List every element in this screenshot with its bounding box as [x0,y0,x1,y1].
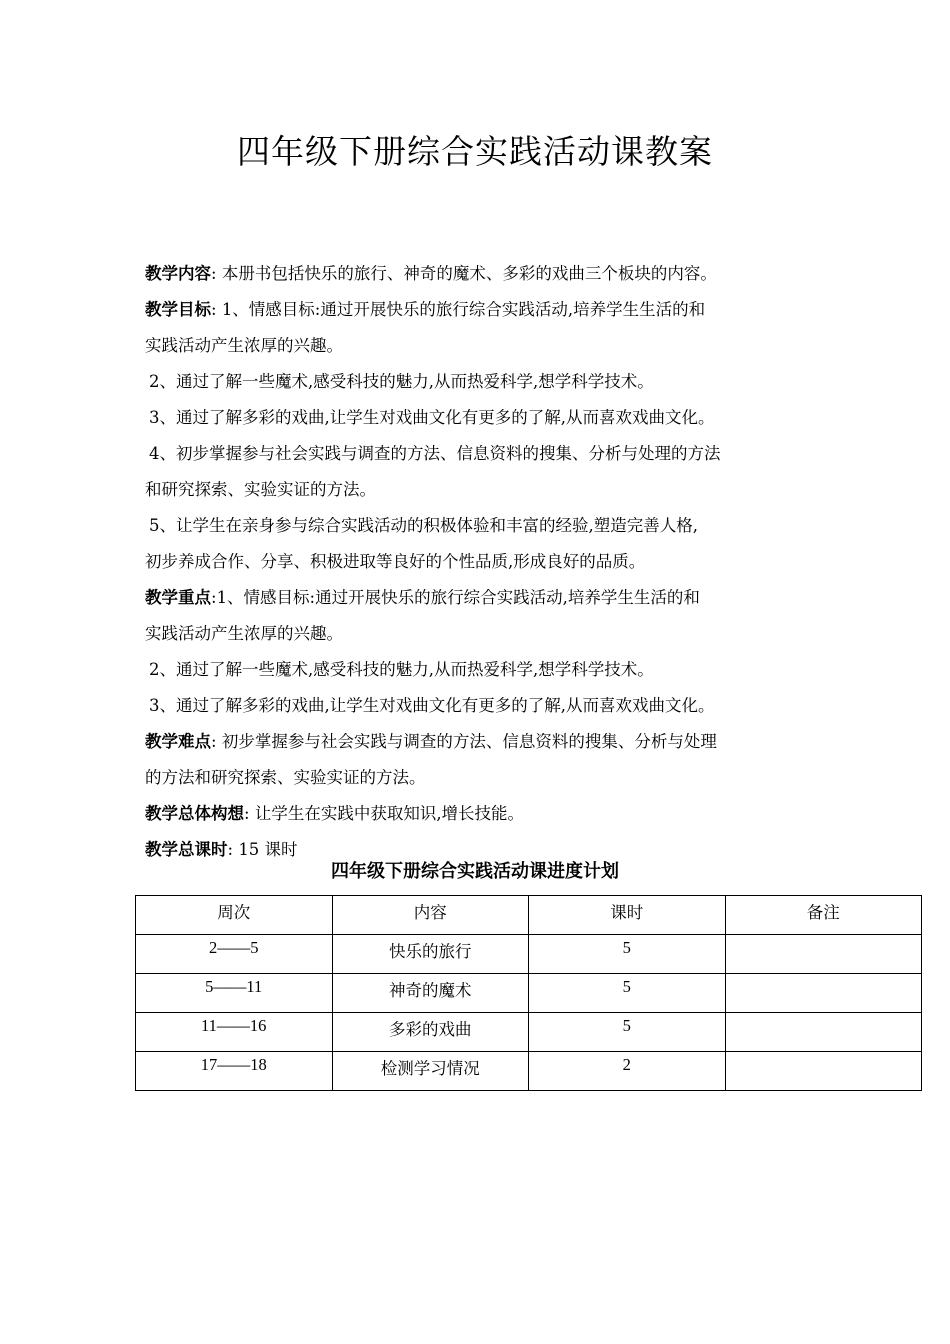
cell-content: 神奇的魔术 [332,974,529,1013]
progress-plan-table [135,895,922,1091]
teaching-content-label: 教学内容 [145,264,211,283]
teaching-content-text: 本册书包括快乐的旅行、神奇的魔术、多彩的戏曲三个板块的内容。 [221,264,717,283]
cell-hours: 5 [529,974,726,1013]
cell-content: 快乐的旅行 [332,935,529,974]
goal-4-line-1: 4、初步掌握参与社会实践与调查的方法、信息资料的搜集、分析与处理的方法 [149,444,721,463]
cell-week: 17——18 [136,1052,333,1091]
overall-concept [145,796,825,832]
overall-concept-label: 教学总体构想 [145,804,244,823]
goal-3: 3、通过了解多彩的戏曲,让学生对戏曲文化有更多的了解,从而喜欢戏曲文化。 [149,408,715,427]
cell-hours: 5 [529,935,726,974]
cell-remarks [725,1013,922,1052]
table-row [136,1052,922,1091]
goal-5-line-2: 初步养成合作、分享、积极进取等良好的个性品质,形成良好的品质。 [145,552,646,571]
colon: : [211,264,217,283]
table-row [136,935,922,974]
cell-remarks [725,974,922,1013]
key-points [145,580,825,616]
cell-hours: 5 [529,1013,726,1052]
goal-5-line-1: 5、让学生在亲身参与综合实践活动的积极体验和丰富的经验,塑造完善人格, [149,516,698,535]
difficulties-line-1: 初步掌握参与社会实践与调查的方法、信息资料的搜集、分析与处理 [221,732,717,751]
colon: : [244,804,250,823]
cell-remarks [725,935,922,974]
key-point-1-line-1: 1、情感目标:通过开展快乐的旅行综合实践活动,培养学生生活的和 [216,588,700,607]
goal-1-line-2: 实践活动产生浓厚的兴趣。 [145,336,343,355]
key-point-2: 2、通过了解一些魔术,感受科技的魅力,从而热爱科学,想学科学技术。 [149,660,654,679]
cell-week: 11——16 [136,1013,333,1052]
cell-week: 2——5 [136,935,333,974]
key-point-3: 3、通过了解多彩的戏曲,让学生对戏曲文化有更多的了解,从而喜欢戏曲文化。 [149,696,715,715]
document-body [145,256,825,868]
cell-week: 5——11 [136,974,333,1013]
teaching-goals [145,292,825,328]
cell-hours: 2 [529,1052,726,1091]
header-week: 周次 [136,896,333,935]
difficulties-line-2: 的方法和研究探索、实验实证的方法。 [145,768,426,787]
colon: : [227,840,234,859]
teaching-goals-label: 教学目标 [145,300,211,319]
header-content: 内容 [332,896,529,935]
key-points-label: 教学重点 [145,588,211,607]
table-header-row [136,896,922,935]
difficulties [145,724,825,760]
cell-content: 多彩的戏曲 [332,1013,529,1052]
colon: : [211,732,217,751]
goal-1-line-1: 1、情感目标:通过开展快乐的旅行综合实践活动,培养学生生活的和 [221,300,706,319]
teaching-content [145,256,825,292]
header-remarks: 备注 [725,896,922,935]
total-hours-text: 15 课时 [238,840,298,859]
difficulties-label: 教学难点 [145,732,211,751]
plan-title: 四年级下册综合实践活动课进度计划 [331,861,619,882]
table-row [136,1013,922,1052]
page-title: 四年级下册综合实践活动课教案 [237,132,713,171]
colon: : [211,300,217,319]
cell-remarks [725,1052,922,1091]
goal-2: 2、通过了解一些魔术,感受科技的魅力,从而热爱科学,想学科学技术。 [149,372,654,391]
table-row [136,974,922,1013]
key-point-1-line-2: 实践活动产生浓厚的兴趣。 [145,624,343,643]
goal-4-line-2: 和研究探索、实验实证的方法。 [145,480,376,499]
colon: : [211,588,217,607]
overall-concept-text: 让学生在实践中获取知识,增长技能。 [254,804,525,823]
total-hours-label: 教学总课时 [145,840,228,859]
header-hours: 课时 [529,896,726,935]
cell-content: 检测学习情况 [332,1052,529,1091]
